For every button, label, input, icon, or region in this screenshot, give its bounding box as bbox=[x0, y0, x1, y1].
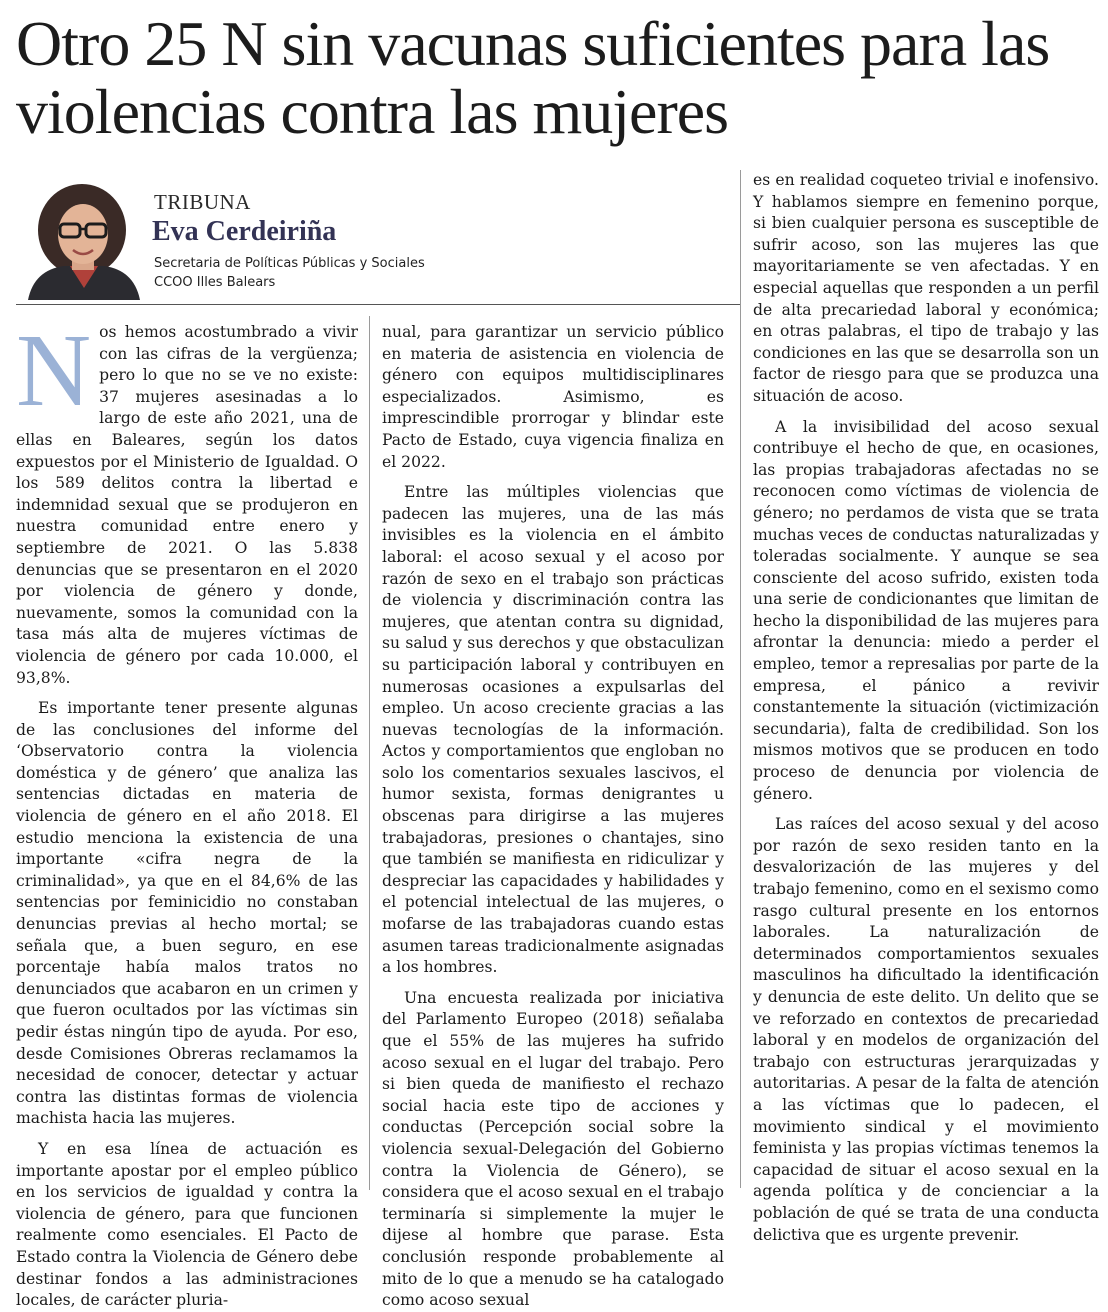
author-portrait-icon bbox=[20, 178, 148, 300]
article-column-1 bbox=[16, 313, 358, 1312]
section-kicker: TRIBUNA bbox=[154, 190, 251, 214]
author-photo bbox=[20, 178, 148, 300]
article-column-3 bbox=[753, 170, 1099, 1246]
article-column-2 bbox=[382, 322, 724, 1312]
dropcap: N bbox=[16, 313, 92, 428]
column-divider bbox=[740, 170, 741, 1188]
paragraph: nual, para garantizar un servicio público en materia de asistencia en violencia de género con equipos multidisciplinares especializados. Asimismo, es imprescindible prorrogar y blindar este Pacto de Estado, cuya vigencia finaliza en el 2022. bbox=[382, 323, 724, 471]
byline bbox=[16, 176, 740, 305]
column-divider bbox=[369, 316, 370, 1190]
paragraph: Las raíces del acoso sexual y del acoso por razón de sexo residen tanto en la desvalorización de las mujeres y del trabajo femenino, como en el sexismo como rasgo cultural presente en los entornos laborales. La naturalización de determinados comportamientos sexuales masculinos ha dificultado la identificación y denuncia de este delito. Un delito que se ve reforzado en contextos de precariedad laboral y en modelos de organización del trabajo con estructuras jerarquizadas y autoritarias. A pesar de la falta de atención a las víctimas que lo padecen, el movimiento sindical y el movimiento feminista y las propias víctimas tenemos la capacidad de situar el acoso sexual en la agenda política y de concienciar a la población de qué se trata de una conducta delictiva que es urgente prevenir. bbox=[753, 815, 1099, 1244]
paragraph: Entre las múltiples violencias que padecen las mujeres, una de las más invisibles es la violencia en el ámbito laboral: el acoso sexual y el acoso por razón de sexo en el trabajo son prácticas de violencia y discriminación contra las mujeres, que atentan contra su dignidad, su salud y sus derechos y que obstaculizan su participación laboral y contribuyen en numerosas ocasiones a expulsarlas del empleo. Un acoso creciente gracias a las nuevas tecnologías de la información. Actos y comportamientos que engloban no solo los comentarios sexuales lascivos, el humor sexista, formas denigrantes u obscenas para dirigirse a las mujeres trabajadoras, presiones o chantajes, sino que también se manifiesta en ridiculizar y despreciar las capacidades y habilidades y el potencial intelectual de las mujeres, o mofarse de las trabajadoras cuando estas asumen tareas tradicionalmente asignadas a los hombres. bbox=[382, 483, 724, 977]
paragraph-text: os hemos acostumbrado a vivir con las cifras de la vergüenza; pero lo que no se ve no existe: 37 mujeres asesinadas a lo largo de este año 2021, una de ellas en Baleares, según los datos expuestos por el Ministerio de Igualdad. O los 589 delitos contra la libertad e indemnidad sexual que se produjeron en nuestra comunidad entre enero y septiembre de 2021. O las 5.838 denuncias que se presentaron en el 2020 por violencia de género y donde, nuevamente, somos la comunidad con la tasa más alta de mujeres víctimas de violencia de género por cada 10.000, el 93,8%. bbox=[16, 323, 358, 687]
paragraph bbox=[16, 313, 358, 689]
paragraph: es en realidad coqueteo trivial e inofensivo. Y hablamos siempre en femenino porque, si bien cualquier persona es susceptible de sufrir acoso, son las mujeres las que mayoritariamente se ven afectadas. Y en especial aquellas que responden a un perfil de alta precariedad laboral y económica; en otras palabras, el tipo de trabajo y las condiciones en las que se desarrolla son un factor de riesgo para que se produzca una situación de acoso. bbox=[753, 171, 1099, 405]
paragraph: Una encuesta realizada por iniciativa del Parlamento Europeo (2018) señalaba que el 55% de las mujeres ha sufrido acoso sexual en el lugar del trabajo. Pero si bien queda de manifiesto el rechazo social hacia este tipo de acciones y conductas (Percepción social sobre la violencia sexual-Delegación del Gobierno contra la Violencia de Género), se considera que el acoso sexual en el trabajo terminaría si simplemente la mujer le dijese al hombre que parase. Esta conclusión responde probablemente al mito de lo que a menudo se ha catalogado como acoso sexual bbox=[382, 988, 724, 1310]
paragraph: Es importante tener presente algunas de las conclusiones del informe del ‘Observatorio contra la violencia doméstica y de género’ que analiza las sentencias dictadas en materia de violencia de género en el año 2018. El estudio menciona la existencia de una importante «cifra negra de la criminalidad», ya que en el 84,6% de las sentencias por feminicidio no constaban denuncias previas al hecho mortal; se señala que, a buen seguro, en ese porcentaje había malos tratos no denunciados que acabaron en un crimen y que fueron ocultados por las víctimas sin pedir éstas ningún tipo de ayuda. Por eso, desde Comisiones Obreras reclamamos la necesidad de conocer, detectar y actuar contra las distintas formas de violencia machista hacia las mujeres. bbox=[16, 699, 358, 1128]
author-role-line: Secretaria de Políticas Públicas y Sociales bbox=[154, 256, 425, 271]
paragraph: A la invisibilidad del acoso sexual contribuye el hecho de que, en ocasiones, las propias trabajadoras afectadas no se reconocen como víctimas de violencia de género; no perdamos de vista que se trata muchas veces de conductas naturalizadas y toleradas socialmente. Y aunque se sea consciente del acoso sufrido, existen toda una serie de condicionantes que limitan de hecho la disponibilidad de las mujeres para afrontar la denuncia: miedo a perder el empleo, temor a represalias por parte de la empresa, el pánico a revivir constantemente la situación (victimización secundaria), falta de credibilidad. Son los mismos motivos que se producen en todo proceso de denuncia por violencia de género. bbox=[753, 417, 1099, 803]
author-role bbox=[154, 254, 425, 292]
author-organization: CCOO Illes Balears bbox=[154, 275, 276, 290]
headline: Otro 25 N sin vacunas suficientes para las violencias contra las mujeres bbox=[16, 8, 1050, 147]
author-name: Eva Cerdeiriña bbox=[152, 216, 337, 247]
paragraph: Y en esa línea de actuación es importante apostar por el empleo público en los servicios de igualdad y contra la violencia de género, para que funcionen realmente como esenciales. El Pacto de Estado contra la Violencia de Género debe destinar fondos a las administraciones locales, de carácter pluria- bbox=[16, 1139, 358, 1310]
